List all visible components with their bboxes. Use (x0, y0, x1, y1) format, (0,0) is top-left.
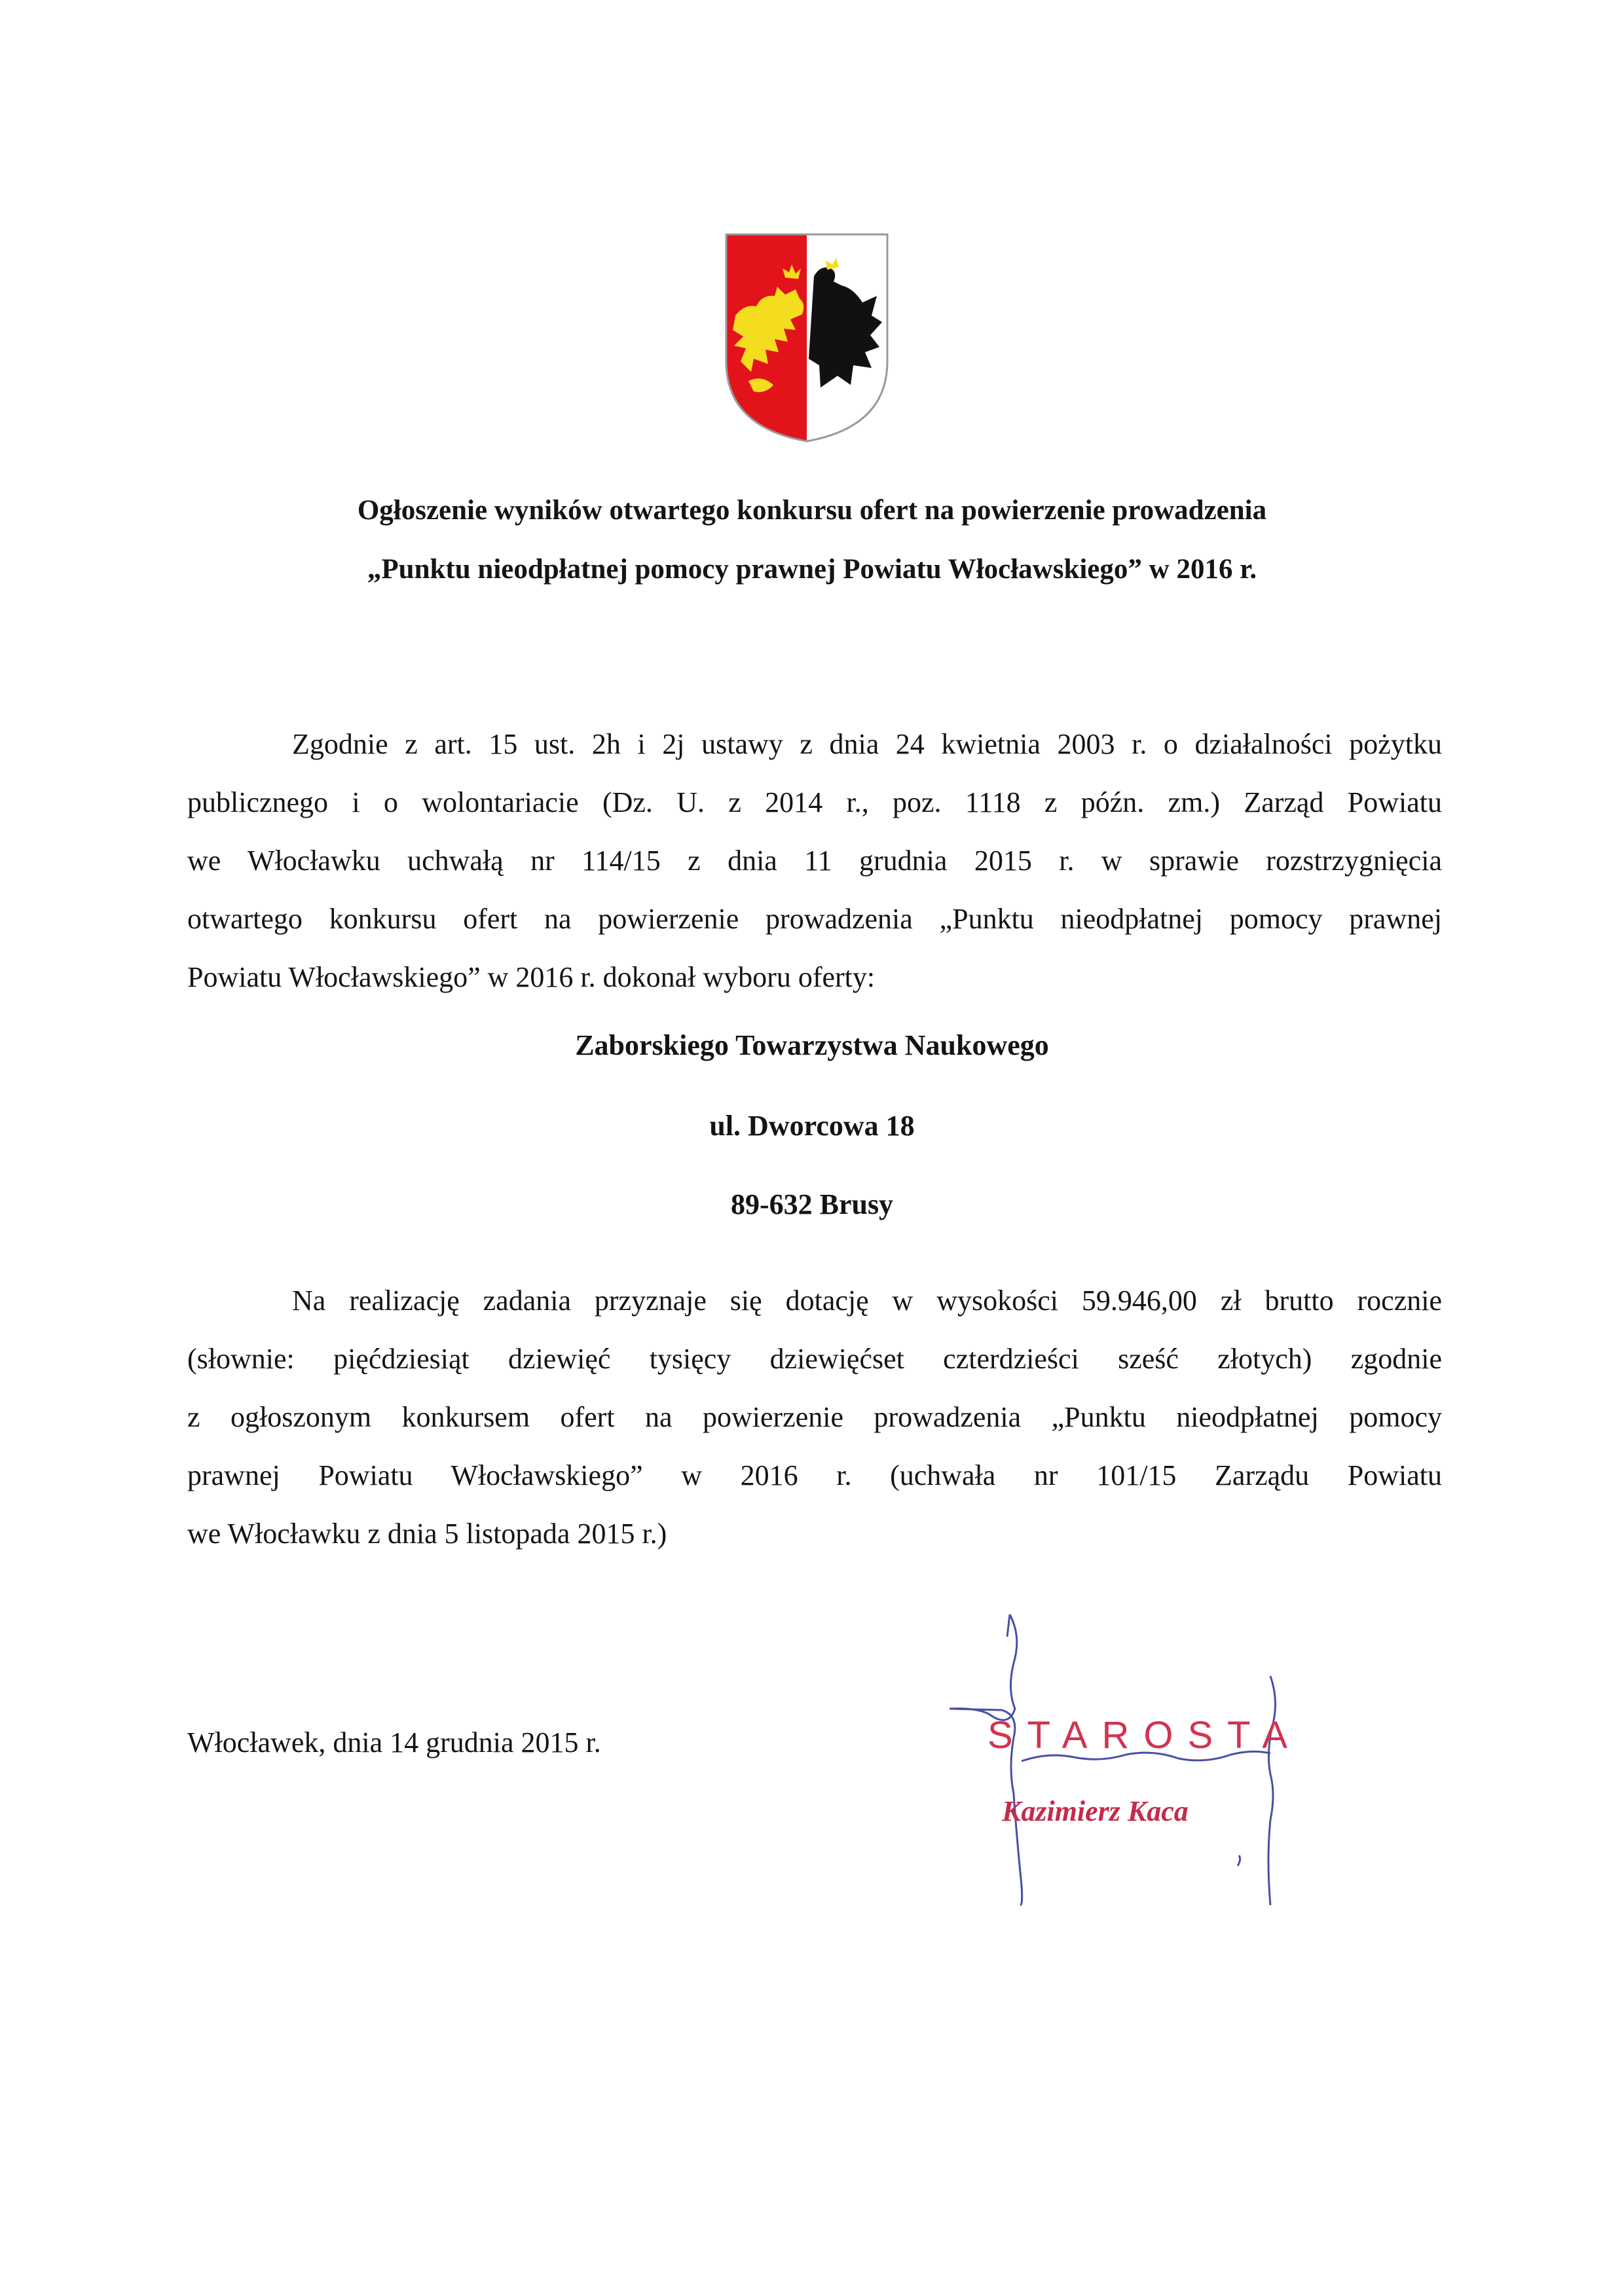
paragraph-line: publicznego i o wolontariacie (Dz. U. z 2014 r., poz. 1118 z późn. zm.) Zarząd Powiatu (187, 786, 1442, 818)
paragraph-line: prawnej Powiatu Włocławskiego” w 2016 r. (uchwała nr 101/15 Zarządu Powiatu (187, 1459, 1442, 1491)
paragraph-line: Powiatu Włocławskiego” w 2016 r. dokonał wyboru oferty: (187, 961, 876, 993)
signature-icon (930, 1597, 1297, 1938)
winner-street: ul. Dworcowa 18 (709, 1110, 915, 1142)
stamp-title: STAROSTA (987, 1714, 1302, 1757)
coat-of-arms-icon (722, 230, 891, 445)
paragraph-line: Zgodnie z art. 15 ust. 2h i 2j ustawy z dnia 24 kwietnia 2003 r. o działalności pożytku (292, 728, 1442, 760)
winner-city: 89-632 Brusy (730, 1188, 894, 1220)
grant-paragraph (187, 1271, 1442, 1563)
paragraph-line: we Włocławku z dnia 5 listopada 2015 r.) (187, 1518, 667, 1550)
announcement-title-line-2: „Punktu nieodpłatnej pomocy prawnej Powiatu Włocławskiego” w 2016 r. (367, 554, 1257, 585)
winner-name: Zaborskiego Towarzystwa Naukowego (575, 1029, 1049, 1061)
place-and-date: Włocławek, dnia 14 grudnia 2015 r. (187, 1726, 601, 1758)
paragraph-line: z ogłoszonym konkursem ofert na powierzenie prowadzenia „Punktu nieodpłatnej pomocy (187, 1401, 1442, 1433)
stamp-name: Kazimierz Kaca (1002, 1795, 1189, 1827)
legal-basis-paragraph (187, 715, 1442, 1006)
announcement-title-line-1: Ogłoszenie wyników otwartego konkursu ofert na powierzenie prowadzenia (357, 495, 1267, 526)
paragraph-line: we Włocławku uchwałą nr 114/15 z dnia 11 grudnia 2015 r. w sprawie rozstrzygnięcia (187, 845, 1442, 877)
paragraph-line: otwartego konkursu ofert na powierzenie prowadzenia „Punktu nieodpłatnej pomocy prawnej (187, 903, 1442, 935)
paragraph-line: (słownie: pięćdziesiąt dziewięć tysięcy dziewięćset czterdzieści sześć złotych) zgodnie (187, 1343, 1442, 1375)
paragraph-line: Na realizację zadania przyznaje się dotację w wysokości 59.946,00 zł brutto rocznie (292, 1285, 1442, 1317)
